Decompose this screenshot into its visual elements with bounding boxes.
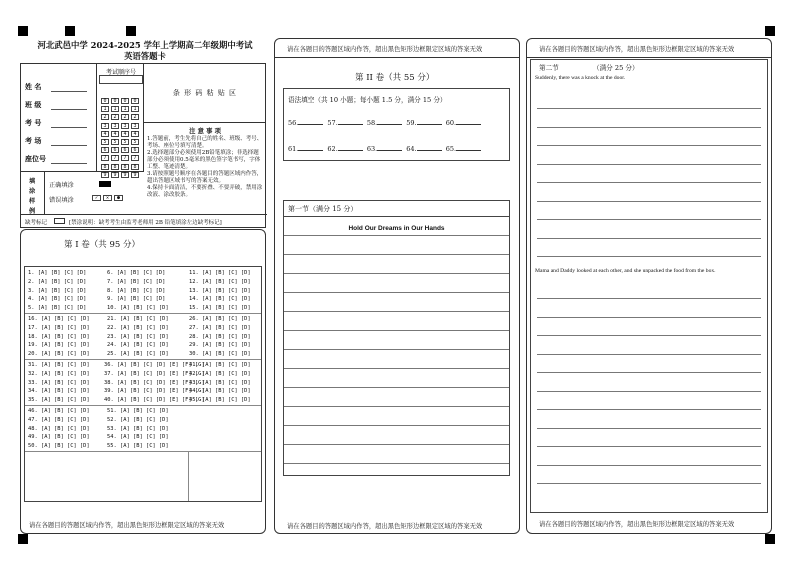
divider (25, 313, 261, 314)
digit-bubble[interactable]: 0 (121, 98, 129, 104)
part1-title: 第 I 卷（共 95 分） (64, 240, 140, 250)
mc-question[interactable]: 32. [A] [B] [C] [D] (28, 370, 90, 377)
writing-line[interactable] (284, 254, 509, 255)
name-label: 姓 名 (25, 82, 42, 91)
digit-bubble[interactable]: 5 (121, 139, 129, 145)
writing-section2-box (530, 59, 768, 513)
mc-question[interactable]: 5. [A] [B] [C] [D] (28, 305, 87, 312)
blank-line[interactable] (417, 150, 442, 151)
seat-field[interactable] (51, 163, 87, 164)
mc-question[interactable]: 22. [A] [B] [C] [D] (107, 324, 169, 331)
digit-bubble[interactable]: 6 (131, 147, 139, 153)
writing-section1-box (283, 200, 510, 476)
correct-fill-label: 正确填涂 (49, 182, 74, 189)
digit-bubble[interactable]: 8 (101, 164, 109, 170)
digit-bubble[interactable]: 8 (111, 164, 119, 170)
blank-line[interactable] (298, 124, 323, 125)
mc-question[interactable]: 2. [A] [B] [C] [D] (28, 278, 87, 285)
writing-line[interactable] (537, 446, 761, 447)
blank-label: 58. (366, 119, 378, 127)
part2-panel (274, 38, 520, 534)
mc-question[interactable]: 3. [A] [B] [C] [D] (28, 287, 87, 294)
correct-fill-sample (99, 181, 111, 187)
digit-bubble[interactable]: 9 (101, 172, 109, 178)
grammar-fill-box (283, 88, 510, 161)
mc-question[interactable]: 14. [A] [B] [C] [D] (189, 296, 251, 303)
sequence-number-grid (96, 64, 144, 178)
opening-sentence: Suddenly, there was a knock at the door. (535, 75, 626, 81)
divider (25, 359, 261, 360)
digit-bubble[interactable]: 1 (121, 106, 129, 112)
writing-line[interactable] (537, 127, 761, 128)
panel-footer-notice: 请在各题目的答题区域内作答，超出黑色矩形边框限定区域的答案无效 (539, 521, 735, 528)
mc-question[interactable]: 8. [A] [B] [C] [D] (107, 287, 166, 294)
grammar-title: 语法填空（共 10 小题；每小题 1.5 分，满分 15 分） (288, 96, 447, 104)
note-item: 1.答题前，考生先将自己的姓名、班级、考号、考场、座位号填写清楚。 (147, 136, 263, 149)
digit-bubble[interactable]: 3 (131, 123, 139, 129)
panel-header-notice: 请在各题目的答题区域内作答，超出黑色矩形边框限定区域的答案无效 (539, 46, 735, 53)
digit-bubble[interactable]: 4 (111, 131, 119, 137)
note-item: 4.保持卡面清洁，不要折叠、不要弄破，禁用涂改液、涂改胶条。 (147, 185, 263, 198)
digit-row (100, 95, 144, 113)
digit-bubble[interactable]: 1 (131, 106, 139, 112)
divider (25, 451, 261, 452)
blank-line[interactable] (298, 150, 323, 151)
writing-line[interactable] (284, 425, 509, 426)
mc-question[interactable]: 31. [A] [B] [C] [D] (28, 362, 90, 368)
barcode-area (144, 64, 266, 122)
blanks-row (288, 119, 508, 127)
writing-line[interactable] (284, 444, 509, 445)
digit-bubble[interactable]: 3 (101, 123, 109, 129)
mc-question[interactable]: 1. [A] [B] [C] [D] (28, 270, 87, 276)
mc-grid (24, 266, 262, 502)
mc-question[interactable]: 28. [A] [B] [C] [D] (189, 333, 251, 340)
mc-question[interactable]: 38. [A] [B] [C] [D] [E] [F] [G] (104, 379, 205, 386)
divider (275, 57, 519, 58)
wrong-fill-samples: ✓ ✕ ● (91, 195, 124, 201)
mc-question[interactable]: 11. [A] [B] [C] [D] (189, 270, 251, 276)
blank-label: 65. (445, 145, 457, 153)
mc-question[interactable]: 40. [A] [B] [C] [D] [E] [F] [G] (104, 397, 205, 404)
digit-row (100, 112, 144, 129)
mc-question[interactable]: 53. [A] [B] [C] [D] (107, 425, 169, 432)
writing-line[interactable] (284, 330, 509, 331)
blank-label: 59. (406, 119, 417, 127)
blank-line[interactable] (417, 124, 442, 125)
notes-title: 注 意 事 项 (189, 128, 221, 135)
note-item: 2.选择题部分必须使用2B铅笔填涂；非选择题部分必须使用0.5毫米的黑色签字笔书写，字体工整、笔迹清楚。 (147, 150, 261, 170)
mc-question[interactable]: 29. [A] [B] [C] [D] (189, 342, 251, 349)
room-label: 考 场 (25, 136, 42, 145)
divider (188, 451, 189, 501)
mc-question[interactable]: 33. [A] [B] [C] [D] (28, 379, 90, 386)
exam-subtitle: 英语答题卡 (124, 51, 166, 61)
blank-line[interactable] (456, 150, 481, 151)
writing-line[interactable] (537, 164, 761, 165)
fill-example-label: 填 涂 样 例 (29, 178, 36, 215)
writing-line[interactable] (537, 108, 761, 109)
blanks-row (288, 145, 508, 153)
digit-bubble[interactable]: 7 (131, 155, 139, 161)
digit-bubble[interactable]: 0 (111, 98, 119, 104)
alignment-mark (18, 26, 28, 36)
digit-bubble[interactable]: 6 (101, 147, 109, 153)
part2-title: 第 II 卷（共 55 分） (355, 73, 435, 83)
mc-question[interactable]: 49. [A] [B] [C] [D] (28, 434, 90, 441)
mc-question[interactable]: 46. [A] [B] [C] [D] (28, 408, 90, 414)
blank-label: 64. (406, 145, 417, 153)
writing-line[interactable] (284, 406, 509, 407)
digit-bubble[interactable]: 6 (121, 147, 129, 153)
sequence-write-box[interactable] (99, 75, 143, 84)
blank-line[interactable] (377, 124, 402, 125)
mc-question[interactable]: 15. [A] [B] [C] [D] (189, 305, 251, 312)
blank-label: 62. (327, 145, 338, 153)
mc-question[interactable]: 25. [A] [B] [C] [D] (107, 351, 169, 358)
barcode-label: 条 形 码 粘 贴 区 (172, 89, 238, 97)
mc-question[interactable]: 17. [A] [B] [C] [D] (28, 324, 90, 331)
note-item: 3.请按照题号顺序在各题目的答题区域内作答，超出答题区域书写的答案无效。 (147, 171, 263, 184)
writing-line[interactable] (537, 219, 761, 220)
digit-row (100, 153, 144, 170)
writing-line[interactable] (537, 317, 761, 318)
digit-bubble[interactable]: 5 (131, 139, 139, 145)
mc-question[interactable]: 24. [A] [B] [C] [D] (107, 342, 169, 349)
digit-row (100, 120, 144, 137)
digit-bubble[interactable]: 7 (101, 155, 109, 161)
alignment-mark (18, 534, 28, 544)
digit-bubble[interactable]: 4 (131, 131, 139, 137)
alignment-mark (65, 26, 75, 36)
part3-panel (526, 38, 772, 534)
part1-panel (20, 229, 266, 534)
writing-line[interactable] (284, 292, 509, 293)
digit-bubble[interactable]: 8 (121, 164, 129, 170)
writing-line[interactable] (284, 387, 509, 388)
blank-label: 61. (288, 145, 299, 153)
digit-row (100, 87, 144, 104)
digit-bubble[interactable]: 9 (121, 172, 129, 178)
blank-label: 57. (327, 119, 338, 127)
digit-bubble[interactable]: 1 (111, 106, 119, 112)
writing-line[interactable] (537, 335, 761, 336)
panel-footer-notice: 请在各题目的答题区域内作答，超出黑色矩形边框限定区域的答案无效 (29, 522, 225, 529)
mc-question[interactable]: 18. [A] [B] [C] [D] (28, 333, 90, 340)
exam-title: 河北武邑中学 2024-2025 学年上学期高二年级期中考试 (37, 40, 253, 50)
absent-description: [禁涂说明：缺考考生由监考老师用 2B 铅笔填涂左边缺考标记] (69, 220, 222, 226)
digit-bubble[interactable]: 2 (101, 114, 109, 120)
mc-question[interactable]: 47. [A] [B] [C] [D] (28, 416, 90, 423)
mc-question[interactable]: 30. [A] [B] [C] [D] (189, 351, 251, 358)
writing-line[interactable] (537, 428, 761, 429)
mc-question[interactable]: 7. [A] [B] [C] [D] (107, 278, 166, 285)
divider (21, 214, 267, 215)
mc-question[interactable]: 50. [A] [B] [C] [D] (28, 443, 90, 450)
digit-row (100, 161, 144, 178)
writing-line[interactable] (284, 349, 509, 350)
notes-section (147, 126, 263, 199)
wrong-fill-label: 错误填涂 (49, 197, 74, 204)
writing-line[interactable] (284, 463, 509, 464)
name-field[interactable] (51, 91, 87, 92)
blank-label: 56. (288, 119, 299, 127)
writing-line[interactable] (537, 201, 761, 202)
divider (527, 57, 771, 58)
panel-header-notice: 请在各题目的答题区域内作答，超出黑色矩形边框限定区域的答案无效 (287, 46, 483, 53)
mc-question[interactable]: 12. [A] [B] [C] [D] (189, 278, 251, 285)
info-box (20, 63, 266, 228)
blank-label: 60. (445, 119, 457, 127)
digit-bubble[interactable]: 2 (131, 114, 139, 120)
digit-bubble[interactable]: 0 (131, 98, 139, 104)
blank-line[interactable] (338, 124, 363, 125)
blank-line[interactable] (338, 150, 363, 151)
digit-bubble[interactable]: 4 (121, 131, 129, 137)
digit-bubble[interactable]: 9 (111, 172, 119, 178)
digit-bubble[interactable]: 1 (101, 106, 109, 112)
blank-line[interactable] (377, 150, 402, 151)
fill-example-side (21, 171, 45, 214)
exam-no-field[interactable] (51, 127, 87, 128)
mc-question[interactable]: 26. [A] [B] [C] [D] (189, 316, 251, 322)
mc-question[interactable]: 48. [A] [B] [C] [D] (28, 425, 90, 432)
section2-label: 第二节 (539, 64, 559, 72)
divider (25, 405, 261, 406)
panel-footer-notice: 请在各题目的答题区域内作答，超出黑色矩形边框限定区域的答案无效 (287, 523, 483, 530)
essay-title: Hold Our Dreams in Our Hands (348, 225, 445, 232)
mc-question[interactable]: 23. [A] [B] [C] [D] (107, 333, 169, 340)
blank-label: 63. (366, 145, 378, 153)
writing-line[interactable] (284, 235, 509, 236)
writing-line[interactable] (537, 256, 761, 257)
writing-line[interactable] (537, 391, 761, 392)
mc-question[interactable]: 45. [A] [B] [C] [D] (189, 397, 251, 404)
mc-question[interactable]: 51. [A] [B] [C] [D] (107, 408, 169, 414)
mc-question[interactable]: 36. [A] [B] [C] [D] [E] [F] [G] (104, 362, 205, 368)
sequence-title: 考试顺序号 (105, 69, 136, 76)
digit-bubble[interactable]: 3 (111, 123, 119, 129)
writing-line[interactable] (537, 409, 761, 410)
digit-row (100, 128, 144, 145)
mc-question[interactable]: 55. [A] [B] [C] [D] (107, 443, 169, 450)
digit-bubble[interactable]: 9 (131, 172, 139, 178)
digit-bubble[interactable]: 3 (121, 123, 129, 129)
mc-question[interactable]: 13. [A] [B] [C] [D] (189, 287, 251, 294)
mc-question[interactable]: 9. [A] [B] [C] [D] (107, 296, 166, 303)
writing-line[interactable] (284, 273, 509, 274)
writing-line[interactable] (537, 182, 761, 183)
writing-line[interactable] (537, 354, 761, 355)
blank-line[interactable] (456, 124, 481, 125)
exam-no-label: 考 号 (25, 118, 42, 127)
writing-line[interactable] (284, 311, 509, 312)
mc-question[interactable]: 27. [A] [B] [C] [D] (189, 324, 251, 331)
mc-question[interactable]: 37. [A] [B] [C] [D] [E] [F] [G] (104, 370, 205, 377)
mc-question[interactable]: 4. [A] [B] [C] [D] (28, 296, 87, 303)
writing-line[interactable] (537, 298, 761, 299)
digit-bubble[interactable]: 5 (101, 139, 109, 145)
digit-bubble[interactable]: 0 (101, 98, 109, 104)
mc-question[interactable]: 19. [A] [B] [C] [D] (28, 342, 90, 349)
digit-bubble[interactable]: 7 (111, 155, 119, 161)
writing-line[interactable] (537, 465, 761, 466)
mc-question[interactable]: 20. [A] [B] [C] [D] (28, 351, 90, 358)
absent-bubble[interactable] (54, 218, 65, 224)
class-label: 班 级 (25, 100, 42, 109)
mc-question[interactable]: 35. [A] [B] [C] [D] (28, 397, 90, 404)
room-field[interactable] (51, 145, 87, 146)
digit-bubble[interactable]: 5 (111, 139, 119, 145)
seat-label: 座位号 (25, 154, 46, 163)
digit-bubble[interactable]: 8 (131, 164, 139, 170)
digit-bubble[interactable]: 7 (121, 155, 129, 161)
digit-bubble[interactable]: 2 (111, 114, 119, 120)
alignment-mark (765, 26, 775, 36)
mc-question[interactable]: 41. [A] [B] [C] [D] (189, 362, 251, 368)
digit-row (100, 103, 144, 121)
digit-bubble[interactable]: 2 (121, 114, 129, 120)
mc-question[interactable]: 52. [A] [B] [C] [D] (107, 416, 169, 423)
writing-line[interactable] (537, 483, 761, 484)
mc-question[interactable]: 39. [A] [B] [C] [D] [E] [F] [G] (104, 388, 205, 395)
mc-question[interactable]: 16. [A] [B] [C] [D] (28, 316, 90, 322)
digit-bubble[interactable]: 4 (101, 131, 109, 137)
writing-line[interactable] (284, 368, 509, 369)
digit-row (100, 136, 144, 154)
divider (144, 122, 266, 123)
writing-line[interactable] (537, 238, 761, 239)
absent-label: 缺考标记 (25, 220, 48, 226)
digit-bubbles[interactable] (100, 87, 144, 178)
mc-question[interactable]: 10. [A] [B] [C] [D] (107, 305, 169, 312)
mc-question[interactable]: 21. [A] [B] [C] [D] (107, 316, 169, 322)
mc-question[interactable]: 44. [A] [B] [C] [D] (189, 388, 251, 395)
digit-bubble[interactable]: 6 (111, 147, 119, 153)
writing-line[interactable] (537, 372, 761, 373)
mc-question[interactable]: 34. [A] [B] [C] [D] (28, 388, 90, 395)
mc-question[interactable]: 6. [A] [B] [C] [D] (107, 270, 166, 276)
writing-line[interactable] (537, 145, 761, 146)
alignment-mark (126, 26, 136, 36)
section1-title: 第一节（满分 15 分） (288, 205, 358, 213)
paragraph2-opening-sentence: Mama and Daddy looked at each other, and she unpacked the food from the box. (535, 268, 716, 274)
digit-row (100, 144, 144, 162)
section2-score: （满分 25 分） (593, 64, 639, 72)
alignment-mark (765, 534, 775, 544)
divider (284, 216, 509, 217)
mc-question[interactable]: 42. [A] [B] [C] [D] (189, 370, 251, 377)
mc-question[interactable]: 43. [A] [B] [C] [D] (189, 379, 251, 386)
mc-question[interactable]: 54. [A] [B] [C] [D] (107, 434, 169, 441)
class-field[interactable] (51, 109, 87, 110)
